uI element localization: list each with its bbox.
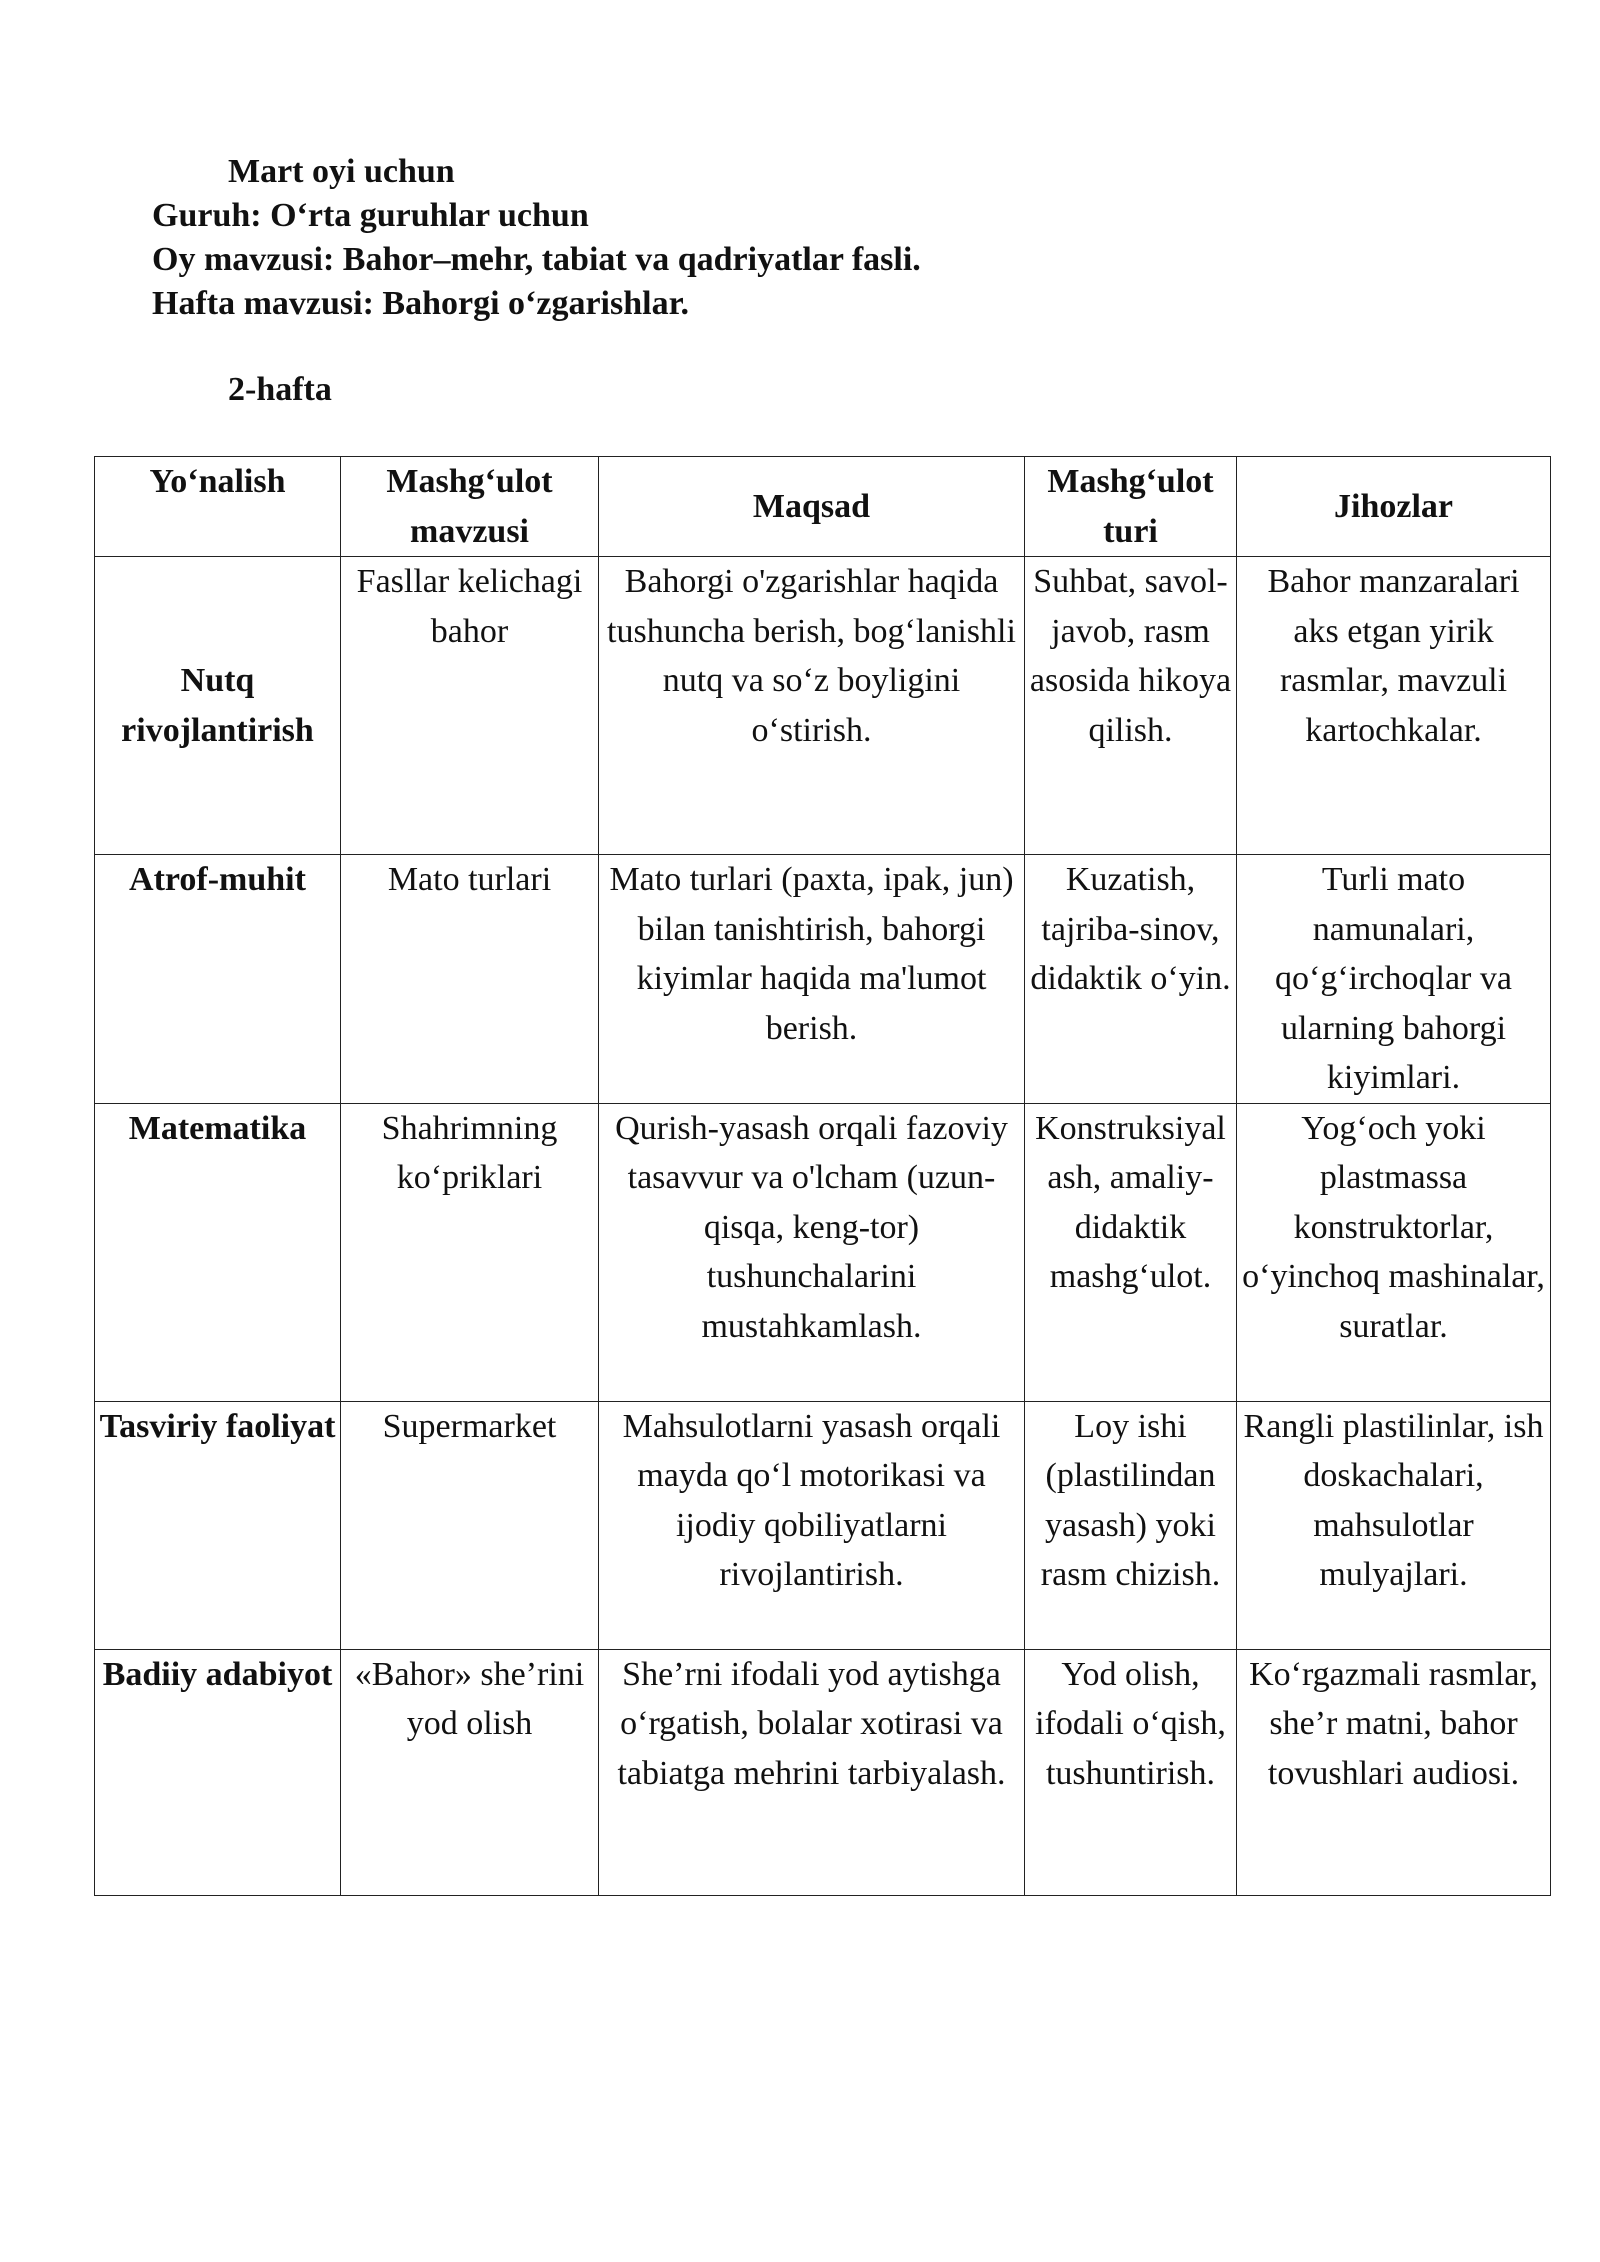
cell-topic: Fasllar kelichagi bahor	[341, 557, 599, 855]
table-row	[95, 1401, 1551, 1649]
cell-direction: Matematika	[95, 1103, 341, 1401]
cell-topic: Mato turlari	[341, 855, 599, 1104]
cell-equipment: Yog‘och yoki plastmassa konstruktorlar, o‘yinchoq mashinalar, suratlar.	[1237, 1103, 1551, 1401]
column-header-goal: Maqsad	[599, 457, 1025, 557]
cell-direction: Nutq rivojlantirish	[95, 557, 341, 855]
cell-goal: Qurish-yasash orqali fazoviy tasavvur va o'lcham (uzun-qisqa, keng-tor) tushunchalarini mustahkamlash.	[599, 1103, 1025, 1401]
column-header-type: Mashg‘ulot turi	[1025, 457, 1237, 557]
cell-goal: Mato turlari (paxta, ipak, jun) bilan tanishtirish, bahorgi kiyimlar haqida ma'lumot berish.	[599, 855, 1025, 1104]
cell-type: Konstruksiyalash, amaliy-didaktik mashg‘ulot.	[1025, 1103, 1237, 1401]
cell-direction: Atrof-muhit	[95, 855, 341, 1104]
cell-direction: Tasviriy faoliyat	[95, 1401, 341, 1649]
column-header-topic: Mashg‘ulot mavzusi	[341, 457, 599, 557]
cell-equipment: Turli mato namunalari, qo‘g‘irchoqlar va ularning bahorgi kiyimlari.	[1237, 855, 1551, 1104]
cell-equipment: Ko‘rgazmali rasmlar, she’r matni, bahor tovushlari audiosi.	[1237, 1649, 1551, 1895]
table-header-row	[95, 457, 1551, 557]
cell-goal: She’rni ifodali yod aytishga o‘rgatish, bolalar xotirasi va tabiatga mehrini tarbiyalash.	[599, 1649, 1025, 1895]
cell-type: Yod olish, ifodali o‘qish, tushuntirish.	[1025, 1649, 1237, 1895]
column-header-equipment: Jihozlar	[1237, 457, 1551, 557]
cell-type: Loy ishi (plastilindan yasash) yoki rasm chizish.	[1025, 1401, 1237, 1649]
document-header	[152, 150, 1452, 326]
cell-topic: Supermarket	[341, 1401, 599, 1649]
cell-topic: Shahrimning ko‘priklari	[341, 1103, 599, 1401]
cell-goal: Mahsulotlarni yasash orqali mayda qo‘l motorikasi va ijodiy qobiliyatlarni rivojlantirish.	[599, 1401, 1025, 1649]
group-line: Guruh: O‘rta guruhlar uchun	[152, 197, 589, 234]
table-row	[95, 855, 1551, 1104]
lesson-plan-table	[94, 456, 1551, 1896]
table-row	[95, 1649, 1551, 1895]
week-theme-line: Hafta mavzusi: Bahorgi o‘zgarishlar.	[152, 285, 690, 322]
cell-type: Kuzatish, tajriba-sinov, didaktik o‘yin.	[1025, 855, 1237, 1104]
cell-topic: «Bahor» she’rini yod olish	[341, 1649, 599, 1895]
cell-goal: Bahorgi o'zgarishlar haqida tushuncha berish, bog‘lanishli nutq va so‘z boyligini o‘stirish.	[599, 557, 1025, 855]
cell-equipment: Rangli plastilinlar, ish doskachalari, mahsulotlar mulyajlari.	[1237, 1401, 1551, 1649]
column-header-direction: Yo‘nalish	[95, 457, 341, 557]
month-theme-line: Oy mavzusi: Bahor–mehr, tabiat va qadriyatlar fasli.	[152, 241, 921, 278]
month-line: Mart oyi uchun	[228, 153, 455, 190]
cell-type: Suhbat, savol-javob, rasm asosida hikoya qilish.	[1025, 557, 1237, 855]
cell-direction: Badiiy adabiyot	[95, 1649, 341, 1895]
cell-equipment: Bahor manzaralari aks etgan yirik rasmlar, mavzuli kartochkalar.	[1237, 557, 1551, 855]
table-row	[95, 1103, 1551, 1401]
table-row	[95, 557, 1551, 855]
week-label: 2-hafta	[228, 371, 332, 408]
